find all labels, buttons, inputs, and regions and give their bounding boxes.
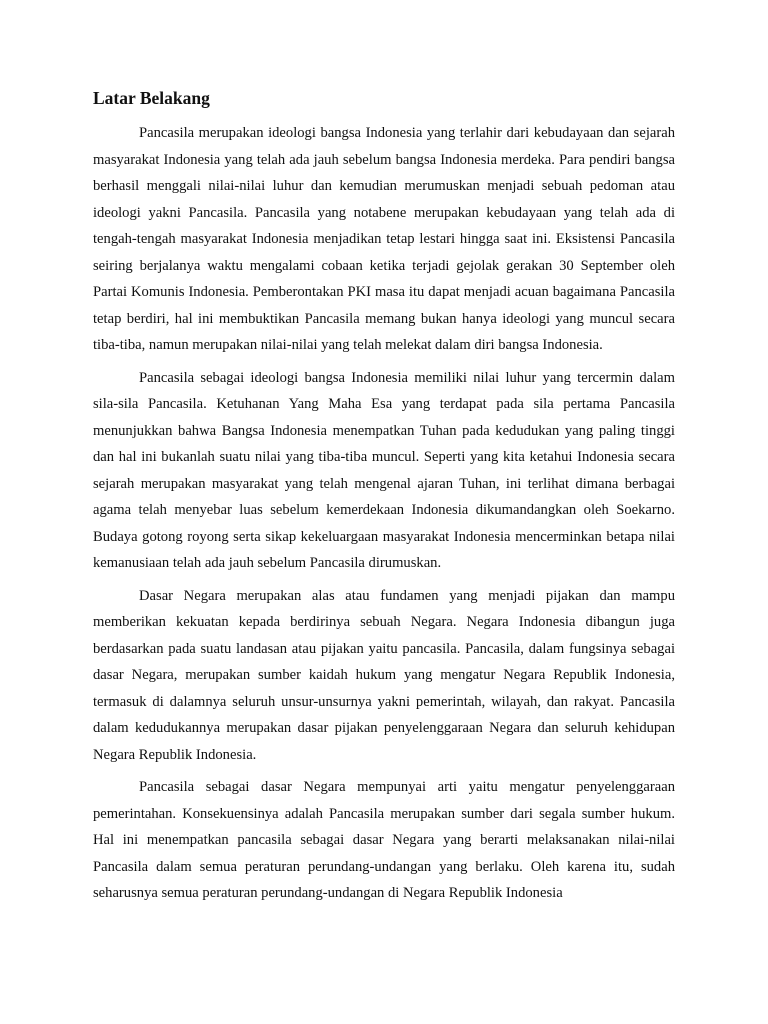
paragraph-1: Pancasila merupakan ideologi bangsa Indonesia yang terlahir dari kebudayaan dan sejarah masyarakat Indonesia yang telah ada jauh sebelum bangsa Indonesia merdeka. Para pendiri bangsa berhasil menggali nilai-nilai luhur dan kemudian merumuskan menjadi sebuah pedoman atau ideologi yakni Pancasila. Pancasila yang notabene merupakan kebudayaan yang telah ada di tengah-tengah masyarakat Indonesia menjadikan tetap lestari hingga saat ini. Eksistensi Pancasila seiring berjalanya waktu mengalami cobaan ketika terjadi gejolak gerakan 30 September oleh Partai Komunis Indonesia. Pemberontakan PKI masa itu dapat menjadi acuan bagaimana Pancasila tetap berdiri, hal ini membuktikan Pancasila memang bukan hanya ideologi yang muncul secara tiba-tiba, namun merupakan nilai-nilai yang telah melekat dalam diri bangsa Indonesia. [93, 125, 675, 353]
paragraph-3: Dasar Negara merupakan alas atau fundamen yang menjadi pijakan dan mampu memberikan kekuatan kepada berdirinya sebuah Negara. Negara Indonesia dibangun juga berdasarkan pada suatu landasan atau pijakan yaitu pancasila. Pancasila, dalam fungsinya sebagai dasar Negara, merupakan sumber kaidah hukum yang mengatur Negara Republik Indonesia, termasuk di dalamnya seluruh unsur-unsurnya yakni pemerintah, wilayah, dan rakyat. Pancasila dalam kedudukannya merupakan dasar pijakan penyelenggaraan Negara dan seluruh kehidupan Negara Republik Indonesia. [93, 587, 675, 763]
section-heading: Latar Belakang [93, 88, 210, 108]
document-page [93, 86, 675, 913]
paragraph-2: Pancasila sebagai ideologi bangsa Indonesia memiliki nilai luhur yang tercermin dalam sila-sila Pancasila. Ketuhanan Yang Maha Esa yang terdapat pada sila pertama Pancasila menunjukkan bahwa Bangsa Indonesia menempatkan Tuhan pada kedudukan yang paling tinggi dan hal ini bukanlah suatu nilai yang tiba-tiba muncul. Seperti yang kita ketahui Indonesia secara sejarah merupakan masyarakat yang telah mengenal ajaran Tuhan, ini terlihat dimana berbagai agama telah menyebar luas sebelum kemerdekaan Indonesia dikumandangkan oleh Soekarno. Budaya gotong royong serta sikap kekeluargaan masyarakat Indonesia mencerminkan betapa nilai kemanusiaan telah ada jauh sebelum Pancasila dirumuskan. [93, 369, 675, 571]
paragraph-4: Pancasila sebagai dasar Negara mempunyai arti yaitu mengatur penyelenggaraan pemerintahan. Konsekuensinya adalah Pancasila merupakan sumber dari segala sumber hukum. Hal ini menempatkan pancasila sebagai dasar Negara yang berarti melaksanakan nilai-nilai Pancasila dalam semua peraturan perundang-undangan yang berlaku. Oleh karena itu, sudah seharusnya semua peraturan perundang-undangan di Negara Republik Indonesia [93, 779, 675, 901]
